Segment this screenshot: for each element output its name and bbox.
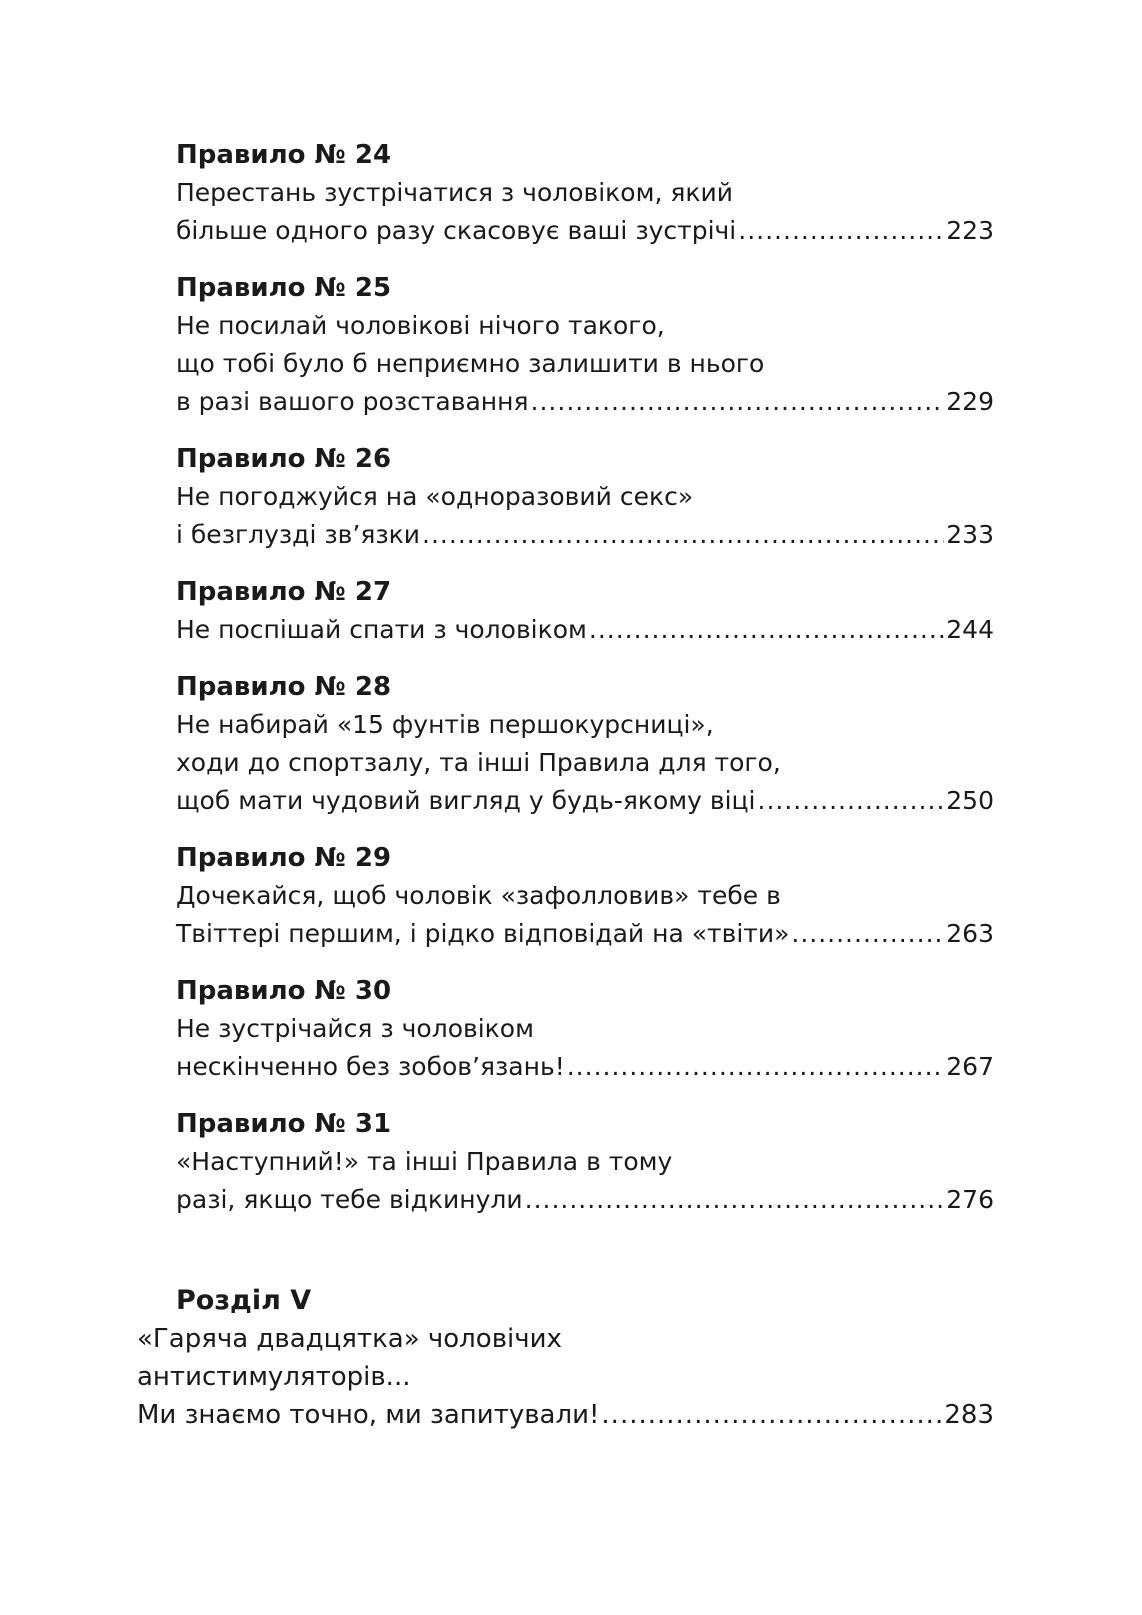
entry-heading: Правило № 27 (176, 577, 392, 607)
entry-text: Не погоджуйся на «одноразовий секс» (176, 482, 694, 511)
dot-leader (531, 383, 945, 421)
page-number: 229 (946, 387, 994, 416)
entry-last-line (176, 611, 994, 649)
section-text: Ми знаємо точно, ми запитували! (137, 1400, 600, 1430)
entry-text: ходи до спортзалу, та інші Правила для того, (176, 748, 781, 777)
entry-text: щоб мати чудовий вигляд у будь-якому віці (176, 786, 756, 815)
section-last-line (137, 1396, 994, 1434)
entry-line (176, 345, 994, 383)
entry-line (176, 706, 994, 744)
page-number: 263 (946, 919, 994, 948)
entry-last-line (176, 915, 994, 953)
entry-text: Не зустрічайся з чоловіком (176, 1014, 534, 1043)
entry-text: в разі вашого розставання (176, 387, 529, 416)
entry-text: Не набирай «15 фунтів першокурсниці», (176, 710, 714, 739)
page-number: 233 (946, 520, 994, 549)
entry-last-line (176, 1181, 994, 1219)
page-number: 250 (946, 786, 994, 815)
entry-heading: Правило № 26 (176, 444, 392, 474)
entry-line (176, 1143, 994, 1181)
entry-heading: Правило № 30 (176, 976, 392, 1006)
toc-section-5 (137, 1282, 994, 1434)
section-line (137, 1320, 994, 1358)
entry-heading: Правило № 24 (176, 140, 392, 170)
toc-entry-rule-27 (176, 573, 994, 649)
toc-entry-rule-24 (176, 136, 994, 250)
entry-last-line (176, 516, 994, 554)
page-number: 283 (944, 1400, 994, 1430)
entry-line (176, 877, 994, 915)
table-of-contents (176, 136, 994, 1238)
page-number: 244 (946, 615, 994, 644)
entry-heading: Правило № 28 (176, 672, 392, 702)
dot-leader (589, 611, 944, 649)
entry-heading: Правило № 29 (176, 843, 392, 873)
entry-text: Перестань зустрічатися з чоловіком, який (176, 178, 733, 207)
dot-leader (758, 782, 945, 820)
dot-leader (567, 1048, 945, 1086)
entry-line (176, 744, 994, 782)
entry-line (176, 1010, 994, 1048)
entry-text: нескінченно без зобов’язань! (176, 1052, 565, 1081)
toc-entry-rule-29 (176, 839, 994, 953)
page-number: 276 (946, 1185, 994, 1214)
entry-line (176, 307, 994, 345)
entry-line (176, 174, 994, 212)
section-text: антистимуляторів... (137, 1362, 411, 1392)
toc-entry-rule-30 (176, 972, 994, 1086)
entry-last-line (176, 212, 994, 250)
dot-leader (738, 212, 944, 250)
entry-last-line (176, 1048, 994, 1086)
entry-text: що тобі було б неприємно залишити в нього (176, 349, 765, 378)
entry-text: Дочекайся, щоб чоловік «зафолловив» тебе в (176, 881, 781, 910)
toc-entry-rule-28 (176, 668, 994, 820)
section-text: «Гаряча двадцятка» чоловічих (137, 1324, 562, 1354)
page-number: 267 (946, 1052, 994, 1081)
toc-entry-rule-26 (176, 440, 994, 554)
toc-entry-rule-31 (176, 1105, 994, 1219)
dot-leader (422, 516, 944, 554)
dot-leader (525, 1181, 945, 1219)
page-number: 223 (946, 216, 994, 245)
entry-text: Твіттері першим, і рідко відповідай на «твіти» (176, 919, 790, 948)
entry-text: Не посилай чоловікові нічого такого, (176, 311, 665, 340)
entry-text: Не поспішай спати з чоловіком (176, 615, 587, 644)
section-line (137, 1358, 994, 1396)
entry-text: і безглузді зв’язки (176, 520, 421, 549)
entry-heading: Правило № 31 (176, 1109, 392, 1139)
dot-leader (601, 1396, 942, 1434)
entry-last-line (176, 782, 994, 820)
toc-entry-rule-25 (176, 269, 994, 421)
section-heading: Розділ V (176, 1285, 312, 1316)
entry-text: разі, якщо тебе відкинули (176, 1185, 523, 1214)
entry-line (176, 478, 994, 516)
dot-leader (791, 915, 944, 953)
entry-text: більше одного разу скасовує ваші зустрічі (176, 216, 737, 245)
entry-last-line (176, 383, 994, 421)
entry-heading: Правило № 25 (176, 273, 392, 303)
entry-text: «Наступний!» та інші Правила в тому (176, 1147, 673, 1176)
